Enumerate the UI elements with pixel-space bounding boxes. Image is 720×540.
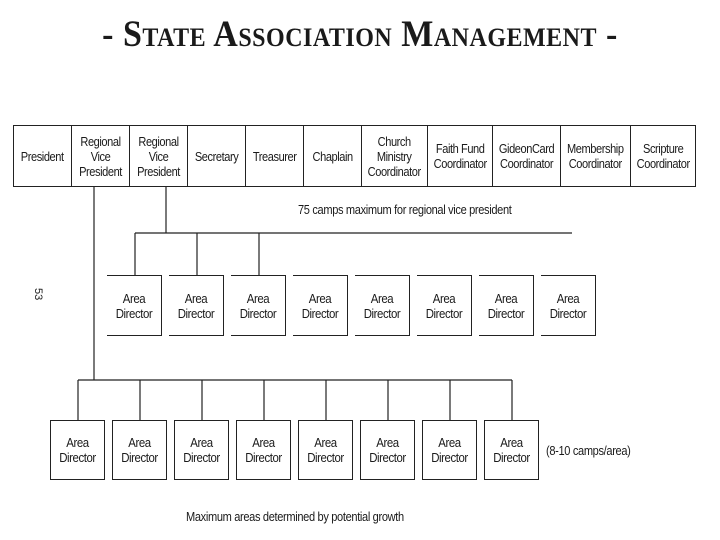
camps-note: (8-10 camps/area) — [546, 443, 631, 458]
officer-membership: Membership Coordinator — [561, 126, 631, 186]
area-director-box: Area Director — [107, 275, 162, 336]
officer-chaplain: Chaplain — [304, 126, 362, 186]
area-director-box: Area Director — [417, 275, 472, 336]
footer-note: Maximum areas determined by potential growth — [186, 509, 404, 524]
area-director-box: Area Director — [360, 420, 415, 480]
area-director-box: Area Director — [293, 275, 348, 336]
officer-gideoncard: GideonCard Coordinator — [493, 126, 561, 186]
area-director-box: Area Director — [231, 275, 286, 336]
area-director-box: Area Director — [112, 420, 167, 480]
area-director-box: Area Director — [169, 275, 224, 336]
area-director-box: Area Director — [355, 275, 410, 336]
page-title: - State Association Management - — [102, 14, 618, 55]
area-director-box: Area Director — [484, 420, 539, 480]
officer-president: President — [14, 126, 72, 186]
area-director-box: Area Director — [174, 420, 229, 480]
area-director-box: Area Director — [298, 420, 353, 480]
area-director-box: Area Director — [479, 275, 534, 336]
officer-church-ministry: Church Ministry Coordinator — [362, 126, 427, 186]
officer-treasurer: Treasurer — [246, 126, 304, 186]
area-director-box: Area Director — [541, 275, 596, 336]
officer-regional-vp-1: Regional Vice President — [72, 126, 130, 186]
officer-regional-vp-2: Regional Vice President — [130, 126, 188, 186]
area-director-box: Area Director — [50, 420, 105, 480]
officer-scripture: Scripture Coordinator — [636, 141, 690, 171]
area-director-box: Area Director — [236, 420, 291, 480]
officer-secretary: Secretary — [188, 126, 246, 186]
area-director-box: Area Director — [422, 420, 477, 480]
officer-faith-fund: Faith Fund Coordinator — [428, 126, 493, 186]
page-number: 53 — [32, 288, 44, 301]
regional-note: 75 camps maximum for regional vice president — [298, 202, 512, 217]
